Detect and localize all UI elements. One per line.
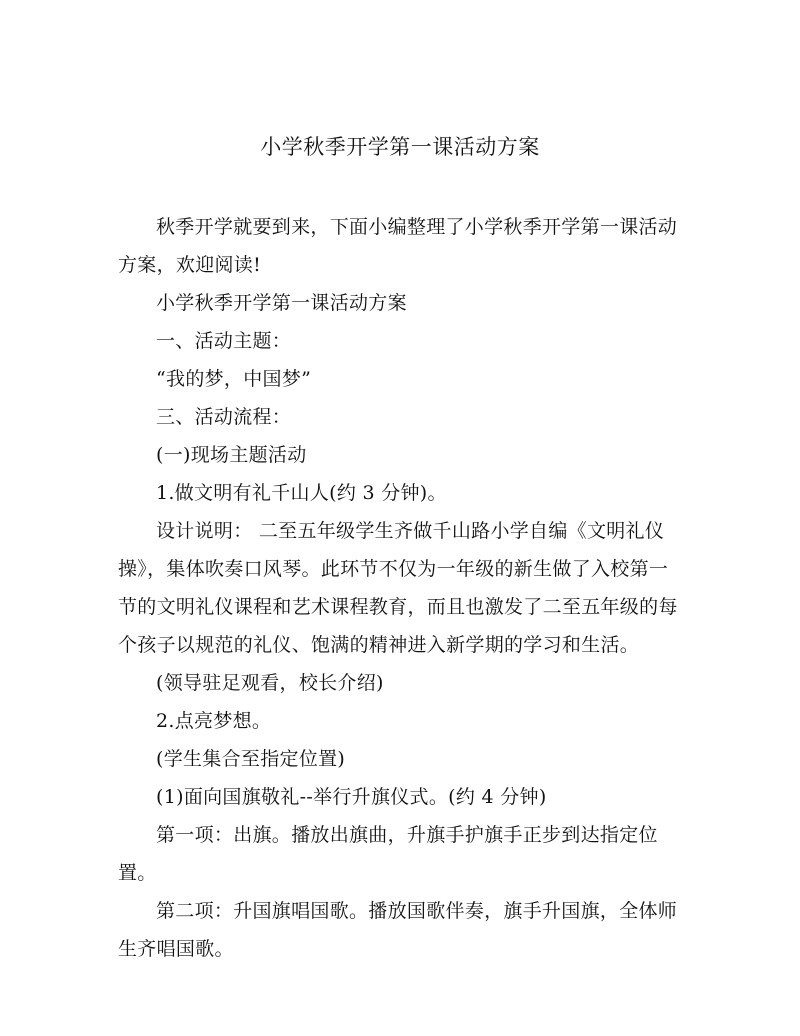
paragraph-flag-ceremony: (1)面向国旗敬礼--举行升旗仪式。(约 4 分钟) xyxy=(156,786,547,808)
paragraph-item-2: 2.点亮梦想。 xyxy=(156,710,272,732)
paragraph-intro: 秋季开学就要到来，下面小编整理了小学秋季开学第一课活动方案，欢迎阅读! xyxy=(118,216,678,276)
paragraph-leader-note: (领导驻足观看，校长介绍) xyxy=(156,672,384,694)
paragraph-step-1: 第一项：出旗。播放出旗曲，升旗手护旗手正步到达指定位置。 xyxy=(118,824,658,884)
paragraph-subsection-1: (一)现场主题活动 xyxy=(156,444,307,466)
paragraph-theme-text: “我的梦，中国梦” xyxy=(156,368,312,390)
paragraph-subtitle: 小学秋季开学第一课活动方案 xyxy=(156,292,407,314)
paragraph-step-2: 第二项：升国旗唱国歌。播放国歌伴奏，旗手升国旗，全体师生齐唱国歌。 xyxy=(118,900,678,960)
document-body xyxy=(118,208,678,968)
document-title: 小学秋季开学第一课活动方案 xyxy=(260,135,540,159)
paragraph-section-process: 三、活动流程： xyxy=(156,406,292,428)
paragraph-gather-note: (学生集合至指定位置) xyxy=(156,748,346,770)
paragraph-design-note: 设计说明： 二至五年级学生齐做千山路小学自编《文明礼仪操》，集体吹奏口风琴。此环节不仅为一年级的新生做了入校第一节的文明礼仪课程和艺术课程教育，而且也激发了二至五年级的每个孩子以规范的礼仪、饱满的精神进入新学期的学习和生活。 xyxy=(118,520,678,656)
paragraph-section-theme: 一、活动主题： xyxy=(156,330,292,352)
paragraph-item-1: 1.做文明有礼千山人(约 3 分钟)。 xyxy=(156,482,447,504)
